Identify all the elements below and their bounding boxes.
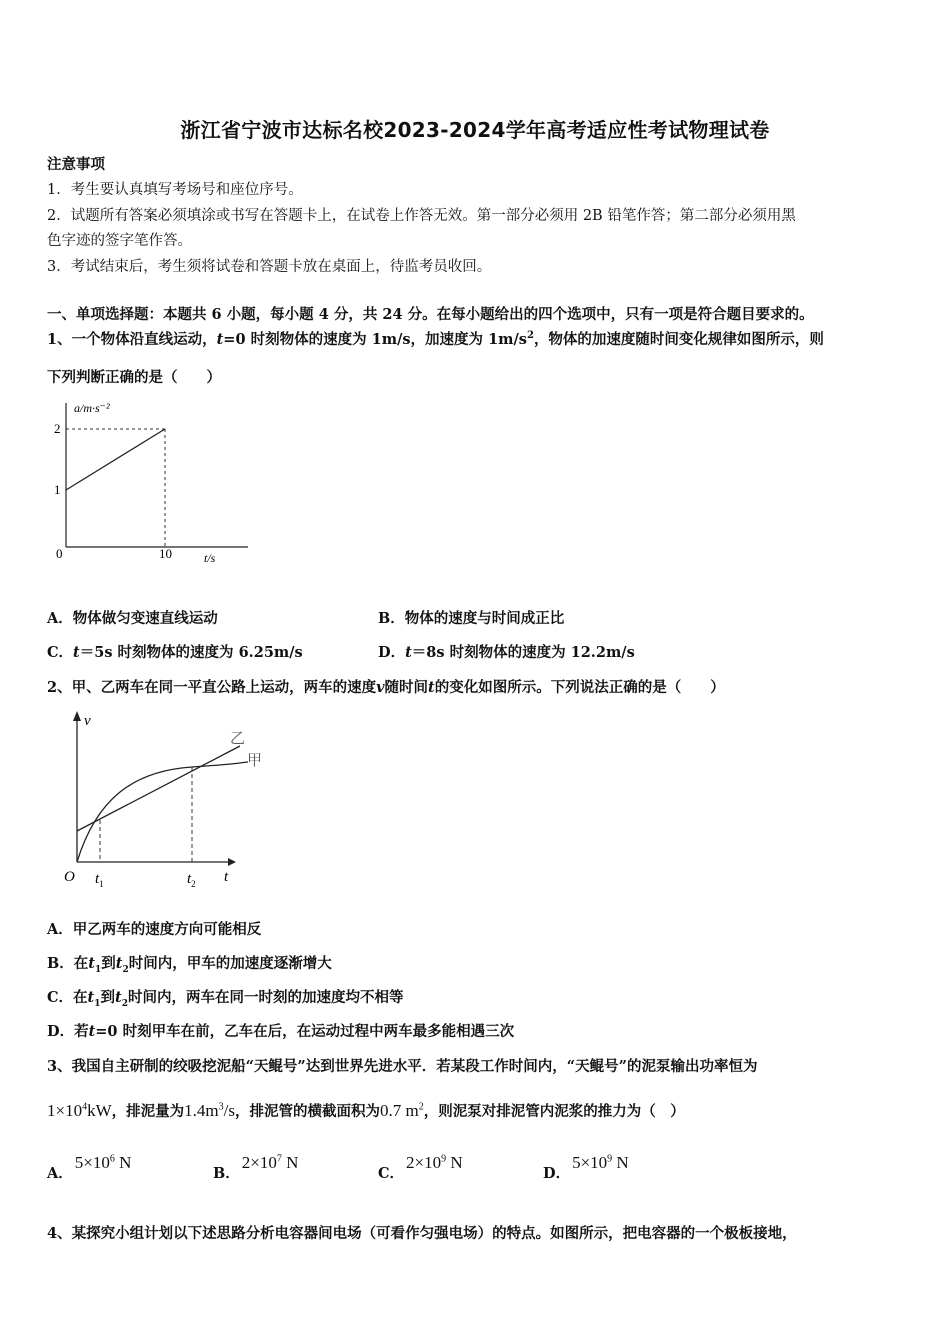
y-tick-2: 2 <box>54 421 61 436</box>
x-axis-arrow <box>228 858 236 866</box>
q3-option-d: D．$5\times 10^9$ N <box>543 1153 629 1182</box>
notes-line-1: 1．考生要认真填写考场号和座位序号。 <box>47 182 303 198</box>
y-tick-1: 1 <box>54 482 61 497</box>
origin-label: O <box>64 869 75 885</box>
notes-line-2b: 色字迹的签字笔作答。 <box>47 233 192 249</box>
label-yi: 乙 <box>230 731 246 747</box>
x-axis-label: t <box>224 869 229 885</box>
q3-option-b: B．$2\times 10^7$ N <box>213 1153 299 1182</box>
notes-line-3: 3．考试结束后，考生须将试卷和答题卡放在桌面上，待监考员收回。 <box>47 259 492 275</box>
q3-stem-line2: $1\times 10^4kW$，排泥量为$1.4m^3/s$，排泥管的横截面积为0.7 $m^2$，则泥泵对排泥管内泥浆的推力为（ ） <box>47 1101 685 1120</box>
q2-stem: 2、甲、乙两车在同一平直公路上运动，两车的速度v随时间t的变化如图所示。下列说法正确的是（ ） <box>47 679 725 696</box>
q1-stem-line2: 下列判断正确的是（ ） <box>47 369 221 386</box>
q1-option-d: D．t＝8s 时刻物体的速度为 12.2m/s <box>378 644 635 661</box>
flow-value: $1.4m^3/s$ <box>184 1101 235 1120</box>
page-title: 浙江省宁波市达标名校2023-2024学年高考适应性考试物理试卷 <box>180 118 770 142</box>
q3-option-c: C．$2\times 10^9$ N <box>378 1153 463 1182</box>
label-jia: 甲 <box>247 753 263 769</box>
y-axis-arrow <box>73 711 81 721</box>
q3-option-a: A．$5\times 10^6$ N <box>47 1153 132 1182</box>
q2-option-a: A．甲乙两车的速度方向可能相反 <box>47 921 262 938</box>
x-axis-label: t/s <box>204 551 216 565</box>
q1-option-c: C．t＝5s 时刻物体的速度为 6.25m/s <box>47 644 303 661</box>
notes-heading: 注意事项 <box>47 156 105 173</box>
y-axis-label: v <box>84 713 91 729</box>
q2-velocity-graph <box>60 705 280 895</box>
t2-label: $t_2$ <box>187 871 196 889</box>
acceleration-line <box>66 429 165 490</box>
t1-label: $t_1$ <box>95 871 104 889</box>
q1-acceleration-graph <box>48 395 258 570</box>
q2-option-d: D．若t=0 时刻甲车在前，乙车在后，在运动过程中两车最多能相遇三次 <box>47 1023 515 1040</box>
q3-stem: 3、我国自主研制的绞吸挖泥船“天鲲号”达到世界先进水平．若某段工作时间内，“天鲲号”的泥泵输出功率恒为 <box>47 1058 758 1075</box>
y-axis-label: a/m·s⁻² <box>74 401 110 415</box>
section-1-heading: 一、单项选择题：本题共 6 小题，每小题 4 分，共 24 分。在每小题给出的四个选项中，只有一项是符合题目要求的。 <box>47 306 814 323</box>
q2-option-c: C．在$t_1$到$t_2$时间内，两车在同一时刻的加速度均不相等 <box>47 989 404 1009</box>
line-yi <box>77 746 240 831</box>
q4-stem: 4、某探究小组计划以下述思路分析电容器间电场（可看作匀强电场）的特点。如图所示，把电容器的一个极板接地， <box>47 1225 797 1242</box>
power-value: $1\times 10^4kW$ <box>47 1101 112 1120</box>
area-value: 0.7 $m^2$ <box>379 1101 424 1120</box>
curve-jia <box>77 762 248 862</box>
q1-stem-line1: 1、一个物体沿直线运动，t=0 时刻物体的速度为 1m/s，加速度为 $1m/s^2$，物体的加速度随时间变化规律如图所示，则 <box>47 330 824 348</box>
q1-option-a: A．物体做匀变速直线运动 <box>47 610 218 627</box>
q1-option-b: B．物体的速度与时间成正比 <box>378 610 565 627</box>
x-tick-10: 10 <box>159 546 172 561</box>
notes-line-2a: 2．试题所有答案必须填涂或书写在答题卡上，在试卷上作答无效。第一部分必须用 2B 铅笔作答；第二部分必须用黑 <box>47 208 796 224</box>
q2-option-b: B．在$t_1$到$t_2$时间内，甲车的加速度逐渐增大 <box>47 955 332 975</box>
x-tick-0: 0 <box>56 546 63 561</box>
